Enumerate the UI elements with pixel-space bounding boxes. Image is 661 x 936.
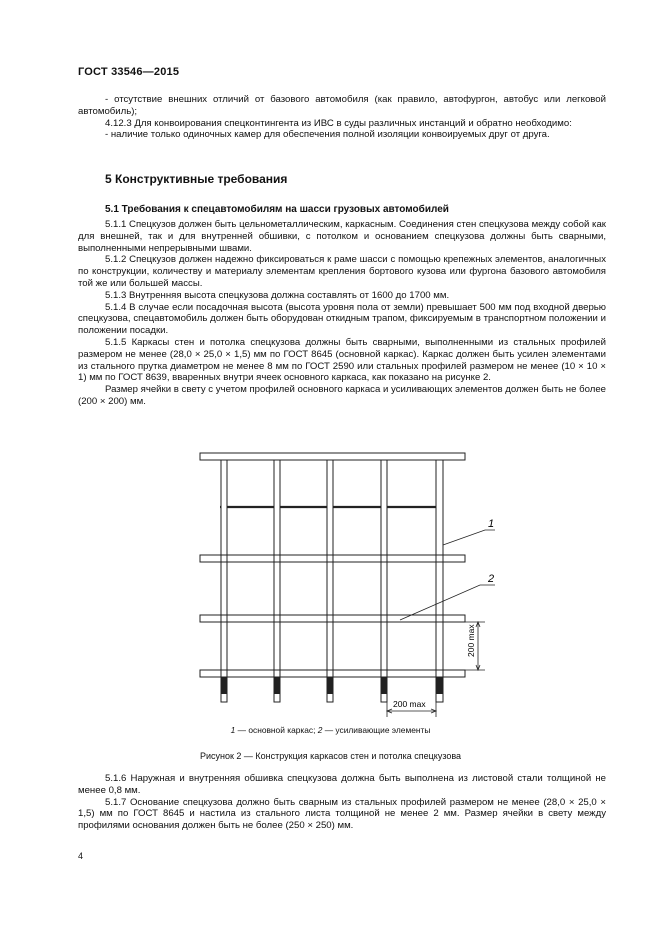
- legend-number: 1: [230, 725, 236, 735]
- dimension-horizontal-label: 200 max: [393, 699, 426, 709]
- paragraph: 5.1.1 Спецкузов должен быть цельнометаллическим, каркасным. Соединения стен спецкузова между собой как для внешней, так и для внутренней обшивки, с потолком и основанием спецкузова должны быть сварными, выполненными непрерывными швами.: [78, 219, 606, 254]
- paragraph: 5.1.2 Спецкузов должен надежно фиксироваться к раме шасси с помощью крепежных элементов, аналогичных по конструкции, количеству и материалу элементам крепления бортового кузова или фургона базового автомобиля той же или большей массы.: [78, 254, 606, 289]
- paragraph: 5.1.6 Наружная и внутренняя обшивка спецкузова должна быть выполнена из листовой стали толщиной не менее 0,8 мм.: [78, 773, 606, 796]
- paragraph: 4.12.3 Для конвоирования спецконтингента из ИВС в суды различных инстанций и обратно необходимо:: [105, 117, 572, 129]
- legend-text: — основной каркас;: [235, 725, 318, 735]
- vertical-profile: [327, 460, 333, 702]
- stub: [274, 677, 280, 694]
- stub: [327, 677, 333, 694]
- legend-number: 2: [317, 725, 323, 735]
- dimension-vertical-label: 200 max: [466, 624, 476, 657]
- figure-legend: [0, 725, 661, 735]
- stub: [381, 677, 387, 694]
- paragraph: - отсутствие внешних отличий от базового автомобиля (как правило, автофургон, автобус или легковой автомобиль);: [78, 94, 606, 117]
- leader-lines: [400, 530, 495, 620]
- vertical-profile: [274, 460, 280, 702]
- top-text-block: [78, 94, 606, 141]
- bottom-stubs: [221, 677, 443, 694]
- paragraph: 5.1.5 Каркасы стен и потолка спецкузова должны быть сварными, выполненными из стальных профилей размером не менее (28,0 × 25,0 × 1,5) мм по ГОСТ 8645 (основной каркас). Каркас должен быть усилен элементами из стального прутка диаметром не менее 8 мм по ГОСТ 2590 или стальных профилей размером не менее (10 × 10 × 1) мм по ГОСТ 8639, вваренных внутри ячеек основного каркаса, как показано на рисунке 2.: [78, 336, 606, 384]
- paragraph: 5.1.4 В случае если посадочная высота (высота уровня пола от земли) превышает 500 мм под входной дверью спецкузова, спецавтомобиль должен быть оборудован откидным трапом, фиксируемым в транспортном положении и положении посадки.: [78, 301, 606, 337]
- leader-line-1: [443, 530, 495, 545]
- main-text-block: [78, 219, 606, 408]
- stub: [221, 677, 227, 694]
- paragraph: 5.1.3 Внутренняя высота спецкузова должна составлять от 1600 до 1700 мм.: [105, 289, 450, 301]
- legend-text: — усиливающие элементы: [322, 725, 431, 735]
- horizontal-profile: [200, 453, 465, 460]
- figure-label-2: 2: [488, 573, 495, 585]
- vertical-profile: [381, 460, 387, 702]
- subsection-title: 5.1 Требования к спецавтомобилям на шасси грузовых автомобилей: [105, 204, 449, 215]
- stub: [436, 677, 443, 694]
- figure-caption: Рисунок 2 — Конструкция каркасов стен и потолка спецкузова: [199, 751, 462, 761]
- section-title: 5 Конструктивные требования: [105, 172, 288, 186]
- vertical-profile: [436, 460, 443, 702]
- document-header: ГОСТ 33546—2015: [78, 66, 180, 78]
- bottom-text-block: [78, 773, 606, 832]
- frame-construction-figure: [190, 445, 520, 720]
- vertical-dimension: [443, 622, 485, 670]
- page-number: 4: [78, 851, 84, 861]
- paragraph: Размер ячейки в свету с учетом профилей основного каркаса и усиливающих элементов должен быть не более (200 × 200) мм.: [78, 384, 606, 407]
- paragraph: - наличие только одиночных камер для обеспечения полной изоляции конвоируемых друг от друга.: [105, 129, 550, 141]
- vertical-profile: [221, 460, 227, 702]
- vertical-profiles: [221, 460, 443, 702]
- figure-label-1: 1: [488, 518, 495, 530]
- paragraph: 5.1.7 Основание спецкузова должно быть сварным из стальных профилей размером не менее (28,0 × 25,0 × 1,5) мм по ГОСТ 8645 и настила из стального листа толщиной не менее 2 мм. Размер ячейки в свету между профилями основания должен быть не более (250 × 250) мм.: [78, 796, 606, 832]
